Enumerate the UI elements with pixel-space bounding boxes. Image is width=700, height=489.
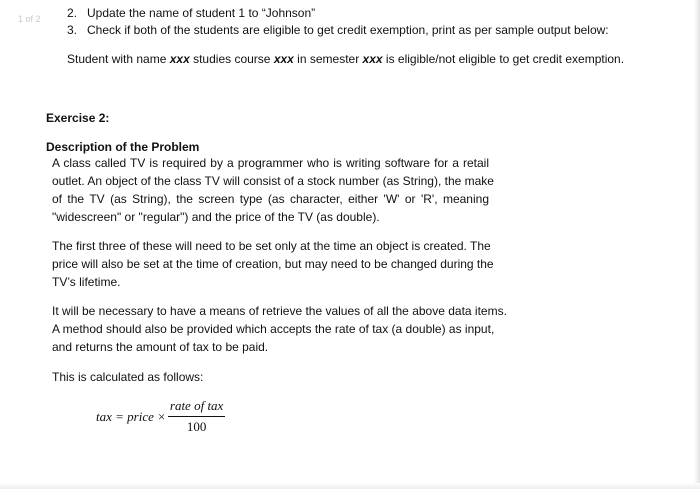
section-title: Description of the Problem (46, 140, 200, 154)
page-indicator: 1 of 2 (18, 14, 41, 24)
formula-numerator: rate of tax (168, 398, 225, 417)
list-text: Check if both of the students are eligible to get credit exemption, print as per sample output below: (87, 23, 609, 37)
paragraph-line: The first three of these will need to be set only at the time an object is created. The (52, 239, 491, 253)
paragraph-line: price will also be set at the time of creation, but may need to be changed during the (52, 257, 494, 271)
list-number: 2. (67, 6, 78, 20)
tax-formula (96, 398, 225, 435)
exercise-title: Exercise 2: (46, 111, 110, 125)
formula-lhs: tax = price × (96, 408, 166, 424)
formula-fraction (168, 398, 225, 435)
list-number: 3. (67, 23, 78, 37)
list-item-2 (67, 6, 315, 20)
sample-text: Student with name (67, 52, 170, 66)
paragraph-line: of the TV (as String), the screen type (as character, either 'W' or 'R', meaning (52, 192, 489, 206)
paragraph-line: It will be necessary to have a means of retrieve the values of all the above data items. (52, 304, 507, 318)
list-item-3 (67, 23, 609, 37)
sample-output-line (67, 52, 624, 66)
placeholder-course: xxx (273, 52, 294, 66)
paragraph-line: and returns the amount of tax to be paid. (52, 340, 269, 354)
paragraph-line: outlet. An object of the class TV will consist of a stock number (as String), the make (52, 174, 494, 188)
placeholder-semester: xxx (362, 52, 383, 66)
placeholder-name: xxx (169, 52, 190, 66)
formula-denominator: 100 (186, 419, 207, 434)
page-edge-shadow (694, 0, 700, 489)
sample-text: is eligible/not eligible to get credit exemption. (382, 52, 625, 66)
paragraph-line: A method should also be provided which accepts the rate of tax (a double) as input, (52, 322, 495, 336)
paragraph-line: A class called TV is required by a programmer who is writing software for a retail (52, 156, 489, 170)
sample-text: in semester (293, 52, 363, 66)
page-bottom-shadow (0, 483, 700, 489)
paragraph-4: This is calculated as follows: (52, 370, 204, 384)
list-text: Update the name of student 1 to “Johnson” (87, 6, 316, 20)
sample-text: studies course (189, 52, 274, 66)
paragraph-line: "widescreen" or "regular") and the price of the TV (as double). (52, 210, 380, 224)
paragraph-line: TV’s lifetime. (52, 275, 121, 289)
